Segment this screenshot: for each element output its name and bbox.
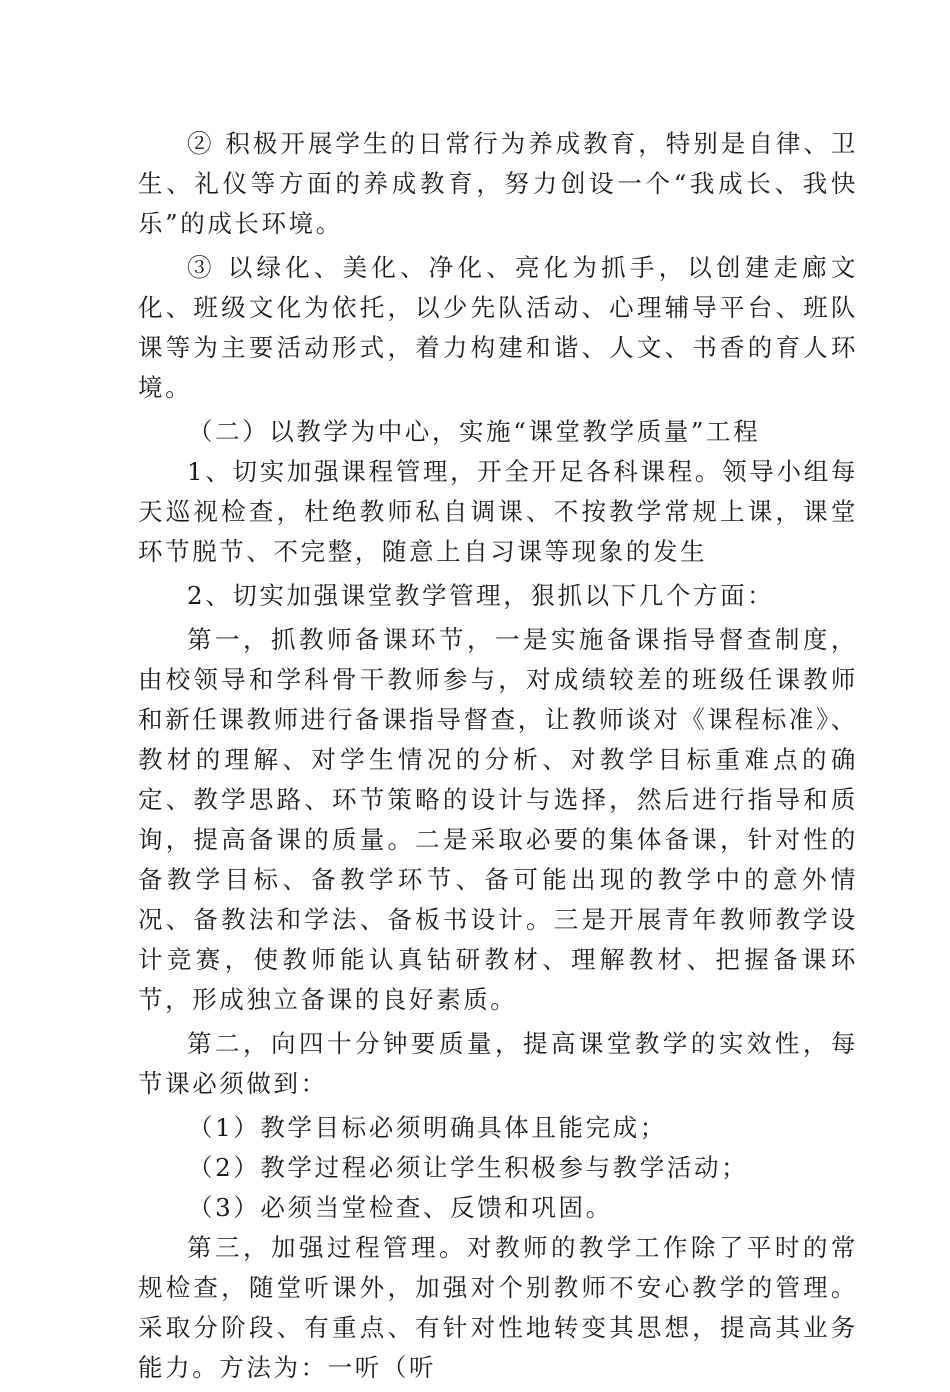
- paragraph-environment: ③ 以绿化、美化、净化、亮化为抓手，以创建走廊文化、班级文化为依托，以少先队活动、心理辅导平台、班队课等为主要活动形式，着力构建和谐、人文、书香的育人环境。: [138, 253, 858, 402]
- list-item-1: （1）教学目标必须明确具体且能完成；: [188, 1113, 667, 1142]
- document-page: [138, 124, 858, 1392]
- paragraph-process-management: 第三，加强过程管理。对教师的教学工作除了平时的常规检查，随堂听课外，加强对个别教师不安心教学的管理。采取分阶段、有重点、有针对性地转变其思想，提高其业务能力。方法为：一听（听: [138, 1233, 858, 1382]
- paragraph-lesson-prep: 第一，抓教师备课环节，一是实施备课指导督查制度，由校领导和学科骨干教师参与，对成绩较差的班级任课教师和新任课教师进行备课指导督查，让教师谈对《课程标准》、教材的理解、对学生情况的分析、对教学目标重难点的确定、教学思路、环节策略的设计与选择，然后进行指导和质询，提高备课的质量。二是采取必要的集体备课，针对性的备教学目标、备教学环节、备可能出现的教学中的意外情况、备教法和学法、备板书设计。三是开展青年教师教学设计竞赛，使教师能认真钻研教材、理解教材、把握备课环节，形成独立备课的良好素质。: [138, 625, 858, 1014]
- section-heading-teaching: （二）以教学为中心，实施“课堂教学质量”工程: [188, 417, 761, 446]
- paragraph-course-management: 1、切实加强课程管理，开全开足各科课程。领导小组每天巡视检查，杜绝教师私自调课、不按教学常规上课，课堂环节脱节、不完整，随意上自习课等现象的发生: [138, 457, 858, 566]
- paragraph-behavior-education: ② 积极开展学生的日常行为养成教育，特别是自律、卫生、礼仪等方面的养成教育，努力创设一个“我成长、我快乐”的成长环境。: [138, 129, 858, 238]
- list-item-2: （2）教学过程必须让学生积极参与教学活动；: [188, 1153, 749, 1182]
- list-item-3: （3）必须当堂检查、反馈和巩固。: [188, 1193, 613, 1222]
- paragraph-forty-minutes: 第二，向四十分钟要质量，提高课堂教学的实效性，每节课必须做到：: [138, 1029, 858, 1098]
- paragraph-classroom-management: 2、切实加强课堂教学管理，狠抓以下几个方面：: [187, 581, 775, 610]
